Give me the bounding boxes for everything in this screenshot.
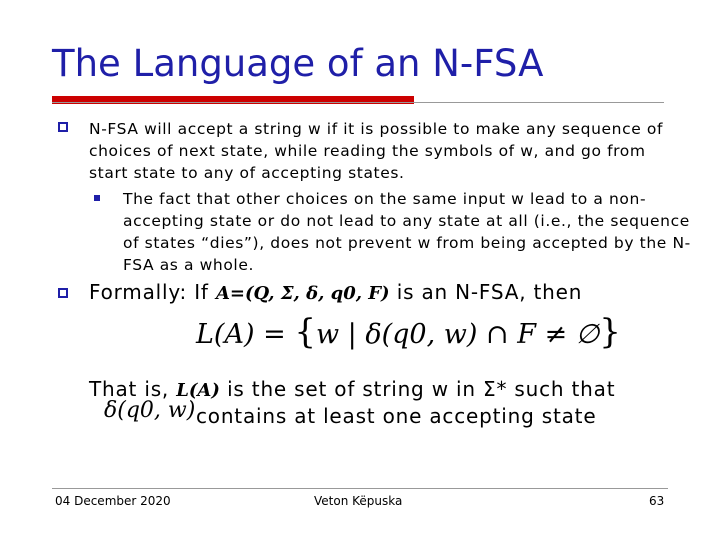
open-brace-icon: {: [294, 312, 316, 352]
small-square-bullet-icon: [94, 195, 100, 201]
footer-page-number: 63: [649, 494, 665, 508]
language-formula: [196, 312, 621, 364]
footer-author: Veton Këpuska: [314, 494, 403, 508]
formally-prefix: Formally: If: [89, 280, 216, 304]
bullet-paragraph-1: N-FSA will accept a string w if it is possible to make any sequence of choices of next state, while reading the symbols of w, and go from start state to any of accepting states.: [89, 120, 664, 182]
formula-set-body: w | δ(q0, w): [315, 319, 478, 350]
footer-divider: [52, 488, 668, 489]
explanation-line-2: contains at least one accepting state: [196, 404, 597, 428]
close-brace-icon: }: [599, 312, 621, 352]
formula-intersection: ∩: [485, 319, 509, 350]
formula-lhs: L(A): [196, 319, 255, 350]
explain-prefix: That is,: [89, 377, 177, 401]
explain-math-la: L(A): [176, 380, 220, 401]
explain-suffix: is the set of string w in Σ* such that: [219, 377, 616, 401]
delta-hat-expression: δ(q0, w): [104, 398, 196, 423]
bullet-paragraph-2: [89, 280, 582, 304]
formula-equals: =: [263, 319, 286, 350]
title-divider: [52, 102, 664, 103]
formally-suffix: is an N-FSA, then: [389, 280, 583, 304]
page-title: The Language of an N-FSA: [52, 42, 544, 85]
formula-rhs: F ≠ ∅: [517, 319, 600, 350]
square-bullet-icon: [58, 288, 68, 298]
footer-date: 04 December 2020: [55, 494, 171, 508]
square-bullet-icon: [58, 122, 68, 132]
sub-bullet-paragraph: The fact that other choices on the same input w lead to a non-accepting state or do not lead to any state at all (i.e., the sequence of states “dies”), does not prevent w from being accepted by the N-FSA as a whole.: [123, 190, 691, 274]
automaton-tuple: A=(Q, Σ, δ, q0, F): [215, 283, 390, 304]
